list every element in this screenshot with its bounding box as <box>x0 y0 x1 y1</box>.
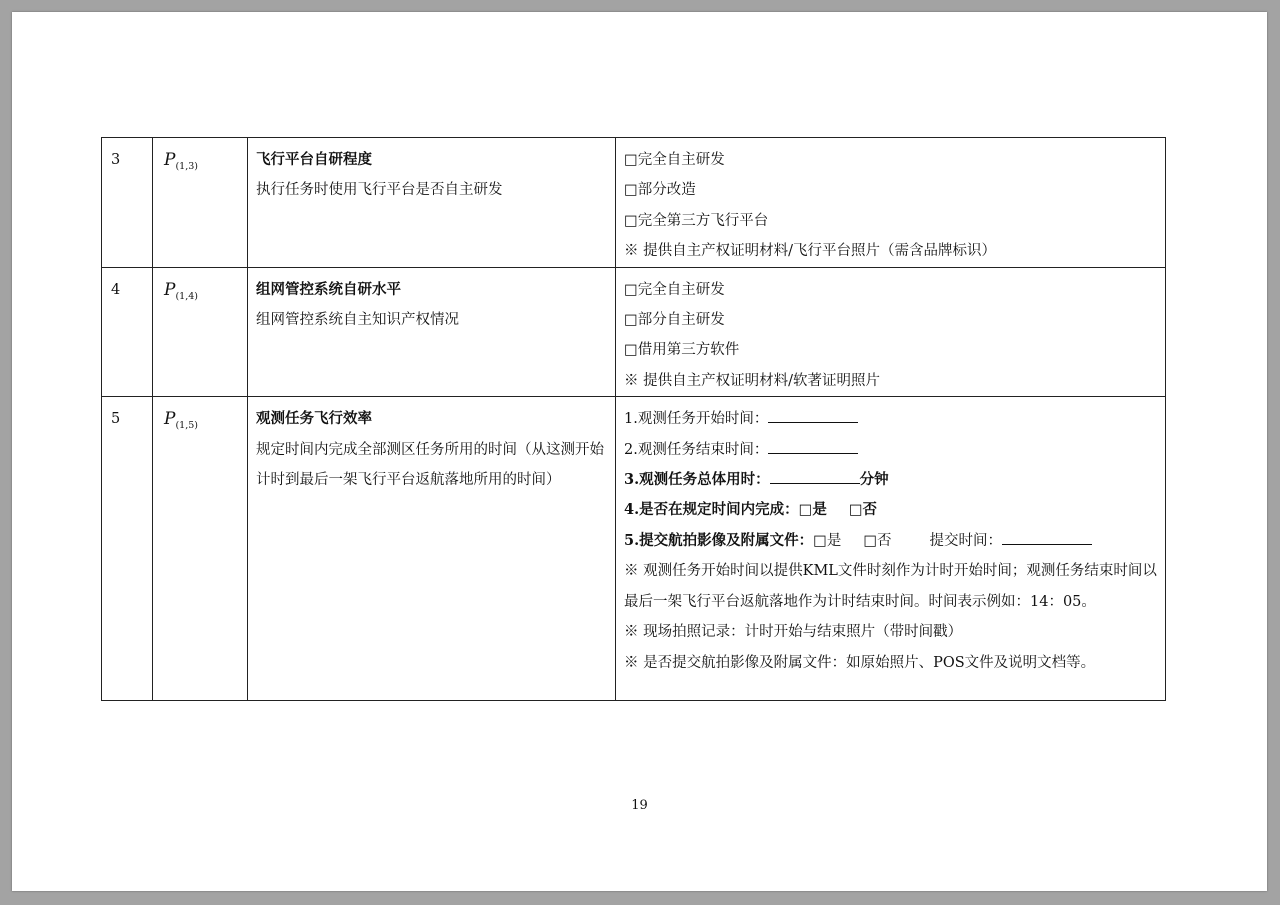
indicator-title: 组网管控系统自研水平 <box>256 280 401 298</box>
indicator-description: 执行任务时使用飞行平台是否自主研发 <box>256 182 503 199</box>
start-time-blank[interactable] <box>768 404 858 423</box>
evaluation-table <box>101 137 1166 701</box>
row-number: 5 <box>111 411 121 428</box>
evidence-note: ※ 是否提交航拍影像及附属文件：如原始照片、POS文件及说明文档等。 <box>624 654 1096 671</box>
option-item: □部分自主研发 <box>624 312 725 329</box>
indicator-title: 观测任务飞行效率 <box>256 410 372 428</box>
option-item: □完全自主研发 <box>624 152 725 168</box>
evidence-note: ※ 观测任务开始时间以提供KML文件时刻作为计时开始时间；观测任务结束时间以最后一架飞行平台返航落地作为计时结束时间。时间表示例如：14：05。 <box>624 563 1157 610</box>
end-time-blank[interactable] <box>768 435 858 454</box>
evidence-note: ※ 提供自主产权证明材料/软著证明照片 <box>624 372 880 389</box>
indicator-symbol: $P_{(1,3)}$ <box>164 150 198 172</box>
within-time-field: 4.是否在规定时间内完成：□是 □否 <box>624 501 878 519</box>
option-item: □完全自主研发 <box>624 281 725 298</box>
table-row <box>102 138 1166 268</box>
evidence-note: ※ 现场拍照记录：计时开始与结束照片（带时间戳） <box>624 624 963 641</box>
within-yes-option[interactable]: □是 <box>798 501 827 519</box>
option-item: □借用第三方软件 <box>624 342 740 359</box>
indicator-description: 规定时间内完成全部测区任务所用的时间（从这测开始计时到最后一架飞行平台返航落地所用的时间） <box>256 441 604 489</box>
indicator-title: 飞行平台自研程度 <box>256 151 372 168</box>
submit-no-option[interactable]: □否 <box>863 532 892 549</box>
row-number: 4 <box>111 281 121 298</box>
option-item: □部分改造 <box>624 182 696 199</box>
total-time-field: 3.观测任务总体用时： 分钟 <box>624 465 1157 495</box>
indicator-description: 组网管控系统自主知识产权情况 <box>256 312 459 329</box>
within-no-option[interactable]: □否 <box>848 501 878 519</box>
indicator-symbol: $P_{(1,4)}$ <box>164 279 198 302</box>
page-number: 19 <box>631 798 648 813</box>
end-time-field: 2.观测任务结束时间： <box>624 435 1157 465</box>
submit-time-blank[interactable] <box>1002 526 1092 545</box>
row-number: 3 <box>111 152 121 168</box>
start-time-field: 1.观测任务开始时间： <box>624 404 1157 434</box>
evidence-note: ※ 提供自主产权证明材料/飞行平台照片（需含品牌标识） <box>624 243 996 260</box>
submit-files-field: 5.提交航拍影像及附属文件：□是 □否 提交时间： <box>624 526 1157 556</box>
document-page <box>12 12 1267 891</box>
option-item: □完全第三方飞行平台 <box>624 212 769 229</box>
table-row <box>102 267 1166 397</box>
total-time-blank[interactable] <box>770 465 860 484</box>
submit-yes-option[interactable]: □是 <box>813 532 842 549</box>
table-row <box>102 397 1166 701</box>
indicator-symbol: $P_{(1,5)}$ <box>164 409 198 432</box>
